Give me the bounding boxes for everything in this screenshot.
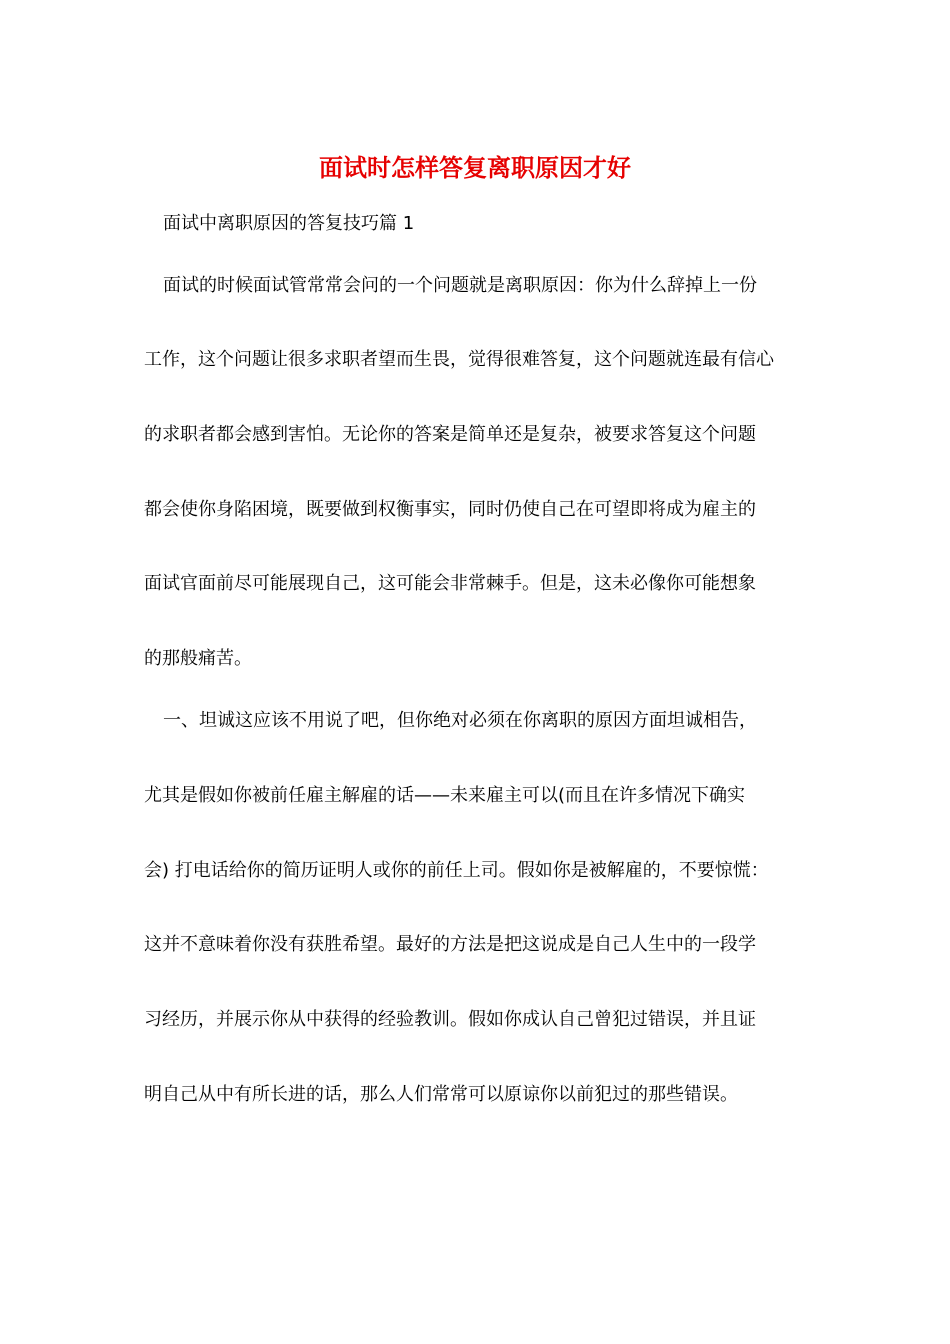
paragraph-line: 尤其是假如你被前任雇主解雇的话——未来雇主可以(而且在许多情况下确实	[144, 785, 746, 806]
paragraph-line: 习经历，并展示你从中获得的经验教训。假如你成认自己曾犯过错误，并且证	[144, 1009, 756, 1030]
paragraph-line: 的那般痛苦。	[144, 648, 252, 669]
paragraph-line: 这并不意味着你没有获胜希望。最好的方法是把这说成是自己人生中的一段学	[144, 934, 756, 955]
paragraph-line: 一、坦诚这应该不用说了吧，但你绝对必须在你离职的原因方面坦诚相告，	[163, 710, 757, 731]
paragraph-line: 都会使你身陷困境，既要做到权衡事实，同时仍使自己在可望即将成为雇主的	[144, 499, 756, 520]
paragraph-line: 的求职者都会感到害怕。无论你的答案是简单还是复杂，被要求答复这个问题	[144, 424, 756, 445]
paragraph-line: 面试的时候面试管常常会问的一个问题就是离职原因：你为什么辞掉上一份	[163, 275, 757, 296]
document-title: 面试时怎样答复离职原因才好	[319, 153, 631, 182]
paragraph-line: 面试官面前尽可能展现自己，这可能会非常棘手。但是，这未必像你可能想象	[144, 573, 756, 594]
paragraph-line: 工作，这个问题让很多求职者望而生畏，觉得很难答复，这个问题就连最有信心	[144, 349, 774, 370]
section-subheading: 面试中离职原因的答复技巧篇 1	[163, 213, 415, 234]
paragraph-line: 会) 打电话给你的简历证明人或你的前任上司。假如你是被解雇的，不要惊慌：	[144, 860, 769, 881]
paragraph-line: 明自己从中有所长进的话，那么人们常常可以原谅你以前犯过的那些错误。	[144, 1084, 738, 1105]
